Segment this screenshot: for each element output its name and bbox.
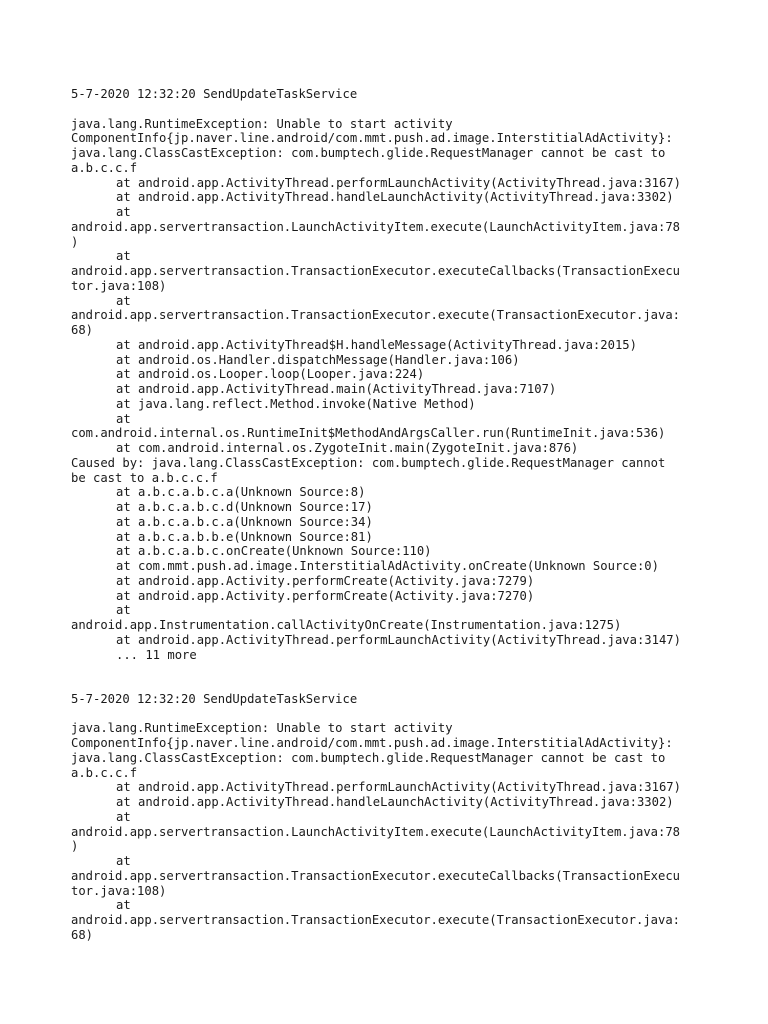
exception-line: java.lang.ClassCastException: com.bumptech.glide.RequestManager cannot be cast to (71, 750, 666, 765)
exception-line: 68) (71, 927, 94, 942)
log-entry-header: 5-7-2020 12:32:20 SendUpdateTaskService (71, 87, 358, 101)
stack-frame-line: at (116, 205, 131, 219)
stack-frame-line: at android.app.ActivityThread.main(ActivityThread.java:7107) (116, 382, 557, 396)
entry-separator (71, 662, 701, 692)
header-gap (71, 707, 701, 722)
stack-frame-line: at android.app.ActivityThread.handleLaunchActivity(ActivityThread.java:3302) (116, 190, 674, 205)
stack-frame-line: at (116, 854, 131, 868)
exception-line: android.app.servertransaction.TransactionExecutor.executeCallbacks(TransactionExecu (71, 264, 681, 278)
exception-line: java.lang.RuntimeException: Unable to start activity (71, 721, 453, 736)
stack-frame-line: at (116, 293, 131, 308)
exception-line: ComponentInfo{jp.naver.line.android/com.mmt.push.ad.image.InterstitialAdActivity}: (71, 736, 673, 750)
stack-frame-line: at android.app.ActivityThread.handleLaunchActivity(ActivityThread.java:3302) (116, 795, 674, 809)
exception-line: ComponentInfo{jp.naver.line.android/com.mmt.push.ad.image.InterstitialAdActivity}: (71, 131, 673, 146)
exception-line: java.lang.ClassCastException: com.bumptech.glide.RequestManager cannot be cast to (71, 146, 666, 160)
exception-line: android.app.servertransaction.LaunchActivityItem.execute(LaunchActivityItem.java:78 (71, 219, 681, 234)
exception-line: ) (71, 839, 79, 854)
exception-line: tor.java:108) (71, 883, 167, 898)
exception-line: be cast to a.b.c.c.f (71, 470, 218, 485)
stack-frame-line: at a.b.c.a.b.c.onCreate(Unknown Source:110) (116, 544, 432, 559)
exception-line: android.app.servertransaction.LaunchActivityItem.execute(LaunchActivityItem.java:78 (71, 824, 681, 839)
exception-line: a.b.c.c.f (71, 160, 138, 175)
exception-line: 68) (71, 323, 94, 337)
stack-frame-line: at android.app.ActivityThread.performLaunchActivity(ActivityThread.java:3167) (116, 780, 681, 795)
stack-frame-line: at (116, 249, 131, 264)
exception-line: android.app.servertransaction.TransactionExecutor.execute(TransactionExecutor.java: (71, 308, 681, 323)
stack-frame-line: at a.b.c.a.b.b.e(Unknown Source:81) (116, 529, 373, 544)
exception-line: java.lang.RuntimeException: Unable to start activity (71, 116, 453, 131)
stack-frame-line: at android.os.Looper.loop(Looper.java:224) (116, 367, 425, 382)
stack-frame-line: at (116, 603, 131, 618)
exception-line: tor.java:108) (71, 278, 167, 293)
exception-line: android.app.servertransaction.TransactionExecutor.executeCallbacks(TransactionExecu (71, 868, 681, 883)
stack-frame-line: at android.os.Handler.dispatchMessage(Handler.java:106) (116, 352, 520, 367)
stack-frame-line: at com.android.internal.os.ZygoteInit.main(ZygoteInit.java:876) (116, 441, 579, 455)
stack-frame-line: at android.app.ActivityThread$H.handleMessage(ActivityThread.java:2015) (116, 337, 637, 352)
stack-frame-line: at com.mmt.push.ad.image.InterstitialAdActivity.onCreate(Unknown Source:0) (116, 559, 659, 573)
exception-line: ) (71, 234, 79, 249)
exception-line: com.android.internal.os.RuntimeInit$MethodAndArgsCaller.run(RuntimeInit.java:536) (71, 426, 666, 441)
log-text (71, 87, 701, 943)
exception-line: a.b.c.c.f (71, 765, 138, 780)
stack-frame-line: at java.lang.reflect.Method.invoke(Native Method) (116, 396, 476, 411)
exception-line: android.app.servertransaction.TransactionExecutor.execute(TransactionExecutor.java: (71, 913, 681, 927)
stack-frame-line: at android.app.ActivityThread.performLaunchActivity(ActivityThread.java:3147) (116, 632, 681, 647)
stack-frame-line: at android.app.Activity.performCreate(Activity.java:7270) (116, 588, 535, 603)
stack-frame-line: at android.app.ActivityThread.performLaunchActivity(ActivityThread.java:3167) (116, 175, 681, 190)
stack-frame-line: at a.b.c.a.b.c.d(Unknown Source:17) (116, 500, 373, 514)
exception-line: Caused by: java.lang.ClassCastException: com.bumptech.glide.RequestManager cannot (71, 455, 666, 470)
exception-line: android.app.Instrumentation.callActivityOnCreate(Instrumentation.java:1275) (71, 618, 622, 632)
log-entry (71, 87, 701, 662)
stack-frame-line: at a.b.c.a.b.c.a(Unknown Source:8) (116, 485, 366, 500)
stack-frame-line: at (116, 411, 131, 426)
stack-frame-line: at a.b.c.a.b.c.a(Unknown Source:34) (116, 514, 373, 529)
log-entry (71, 692, 701, 943)
stack-frame-line: ... 11 more (116, 647, 197, 662)
log-entry-header: 5-7-2020 12:32:20 SendUpdateTaskService (71, 691, 358, 706)
stack-frame-line: at (116, 809, 131, 824)
stack-frame-line: at (116, 898, 131, 913)
header-gap (71, 102, 701, 117)
stack-frame-line: at android.app.Activity.performCreate(Activity.java:7279) (116, 573, 535, 588)
